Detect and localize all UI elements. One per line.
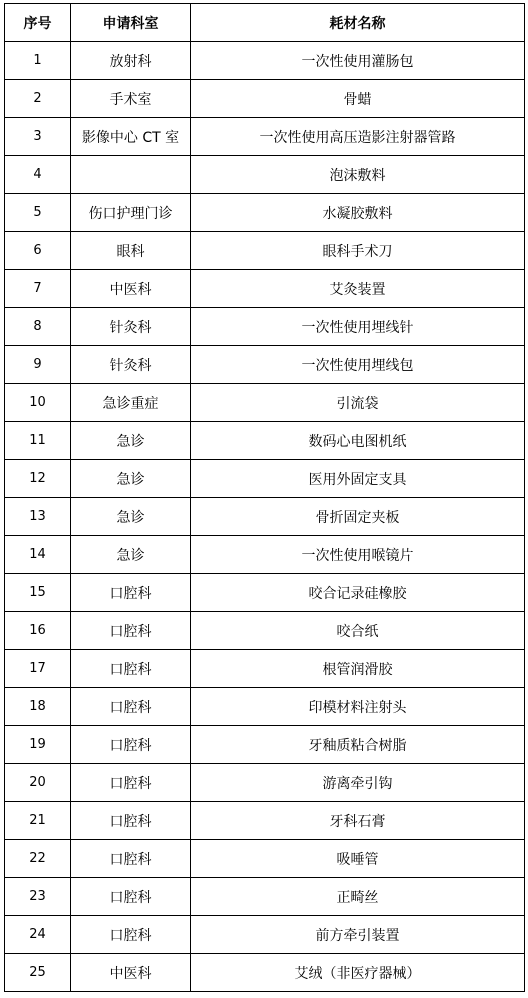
table-row xyxy=(5,156,525,194)
cell-department: 眼科 xyxy=(71,232,191,270)
cell-department: 手术室 xyxy=(71,80,191,118)
cell-department: 口腔科 xyxy=(71,802,191,840)
cell-item-name: 医用外固定支具 xyxy=(191,460,525,498)
cell-department: 口腔科 xyxy=(71,840,191,878)
cell-department: 针灸科 xyxy=(71,308,191,346)
cell-item-name: 骨蜡 xyxy=(191,80,525,118)
table-row xyxy=(5,308,525,346)
cell-item-name: 泡沫敷料 xyxy=(191,156,525,194)
cell-index: 15 xyxy=(5,574,71,612)
table-row xyxy=(5,346,525,384)
cell-item-name: 正畸丝 xyxy=(191,878,525,916)
table-row xyxy=(5,802,525,840)
cell-department: 口腔科 xyxy=(71,916,191,954)
cell-index: 8 xyxy=(5,308,71,346)
cell-department: 口腔科 xyxy=(71,878,191,916)
cell-item-name: 水凝胶敷料 xyxy=(191,194,525,232)
table-row xyxy=(5,232,525,270)
cell-item-name: 牙釉质粘合树脂 xyxy=(191,726,525,764)
cell-index: 3 xyxy=(5,118,71,156)
cell-item-name: 印模材料注射头 xyxy=(191,688,525,726)
cell-index: 14 xyxy=(5,536,71,574)
cell-item-name: 一次性使用埋线针 xyxy=(191,308,525,346)
cell-index: 6 xyxy=(5,232,71,270)
cell-index: 24 xyxy=(5,916,71,954)
cell-index: 21 xyxy=(5,802,71,840)
cell-item-name: 骨折固定夹板 xyxy=(191,498,525,536)
cell-item-name: 吸唾管 xyxy=(191,840,525,878)
cell-department: 急诊 xyxy=(71,422,191,460)
table-row xyxy=(5,80,525,118)
cell-department: 口腔科 xyxy=(71,650,191,688)
table-row xyxy=(5,650,525,688)
cell-item-name: 数码心电图机纸 xyxy=(191,422,525,460)
table-row xyxy=(5,270,525,308)
cell-index: 1 xyxy=(5,42,71,80)
header-index: 序号 xyxy=(5,4,71,42)
cell-department: 放射科 xyxy=(71,42,191,80)
table-row xyxy=(5,954,525,992)
cell-item-name: 一次性使用灌肠包 xyxy=(191,42,525,80)
cell-index: 12 xyxy=(5,460,71,498)
cell-index: 25 xyxy=(5,954,71,992)
cell-item-name: 根管润滑胶 xyxy=(191,650,525,688)
cell-item-name: 一次性使用高压造影注射器管路 xyxy=(191,118,525,156)
cell-index: 11 xyxy=(5,422,71,460)
cell-index: 18 xyxy=(5,688,71,726)
cell-item-name: 艾绒（非医疗器械） xyxy=(191,954,525,992)
cell-item-name: 艾灸装置 xyxy=(191,270,525,308)
cell-index: 23 xyxy=(5,878,71,916)
table-row xyxy=(5,612,525,650)
table-row xyxy=(5,916,525,954)
table-row xyxy=(5,384,525,422)
cell-department: 口腔科 xyxy=(71,574,191,612)
cell-department: 口腔科 xyxy=(71,764,191,802)
cell-item-name: 咬合纸 xyxy=(191,612,525,650)
table-header-row xyxy=(5,4,525,42)
cell-department: 口腔科 xyxy=(71,688,191,726)
cell-department xyxy=(71,156,191,194)
table-row xyxy=(5,688,525,726)
table-row xyxy=(5,574,525,612)
cell-department: 影像中心 CT 室 xyxy=(71,118,191,156)
consumables-table-container xyxy=(4,3,524,992)
cell-department: 急诊 xyxy=(71,536,191,574)
table-row xyxy=(5,536,525,574)
cell-index: 19 xyxy=(5,726,71,764)
cell-department: 针灸科 xyxy=(71,346,191,384)
header-item-name: 耗材名称 xyxy=(191,4,525,42)
consumables-table xyxy=(4,3,525,992)
cell-index: 10 xyxy=(5,384,71,422)
table-row xyxy=(5,498,525,536)
table-row xyxy=(5,42,525,80)
cell-index: 4 xyxy=(5,156,71,194)
cell-item-name: 前方牵引装置 xyxy=(191,916,525,954)
table-row xyxy=(5,422,525,460)
cell-index: 17 xyxy=(5,650,71,688)
cell-index: 2 xyxy=(5,80,71,118)
table-row xyxy=(5,118,525,156)
table-row xyxy=(5,726,525,764)
cell-department: 口腔科 xyxy=(71,726,191,764)
cell-index: 16 xyxy=(5,612,71,650)
cell-index: 5 xyxy=(5,194,71,232)
cell-department: 急诊重症 xyxy=(71,384,191,422)
table-row xyxy=(5,878,525,916)
cell-item-name: 游离牵引钩 xyxy=(191,764,525,802)
cell-department: 急诊 xyxy=(71,498,191,536)
header-department: 申请科室 xyxy=(71,4,191,42)
cell-department: 伤口护理门诊 xyxy=(71,194,191,232)
cell-item-name: 引流袋 xyxy=(191,384,525,422)
cell-index: 9 xyxy=(5,346,71,384)
cell-item-name: 牙科石膏 xyxy=(191,802,525,840)
cell-department: 急诊 xyxy=(71,460,191,498)
table-row xyxy=(5,764,525,802)
cell-item-name: 一次性使用埋线包 xyxy=(191,346,525,384)
cell-index: 13 xyxy=(5,498,71,536)
cell-department: 中医科 xyxy=(71,270,191,308)
cell-item-name: 一次性使用喉镜片 xyxy=(191,536,525,574)
cell-department: 口腔科 xyxy=(71,612,191,650)
cell-item-name: 咬合记录硅橡胶 xyxy=(191,574,525,612)
cell-index: 20 xyxy=(5,764,71,802)
table-row xyxy=(5,194,525,232)
table-row xyxy=(5,460,525,498)
cell-index: 7 xyxy=(5,270,71,308)
table-row xyxy=(5,840,525,878)
cell-index: 22 xyxy=(5,840,71,878)
cell-department: 中医科 xyxy=(71,954,191,992)
cell-item-name: 眼科手术刀 xyxy=(191,232,525,270)
table-body xyxy=(5,42,525,992)
